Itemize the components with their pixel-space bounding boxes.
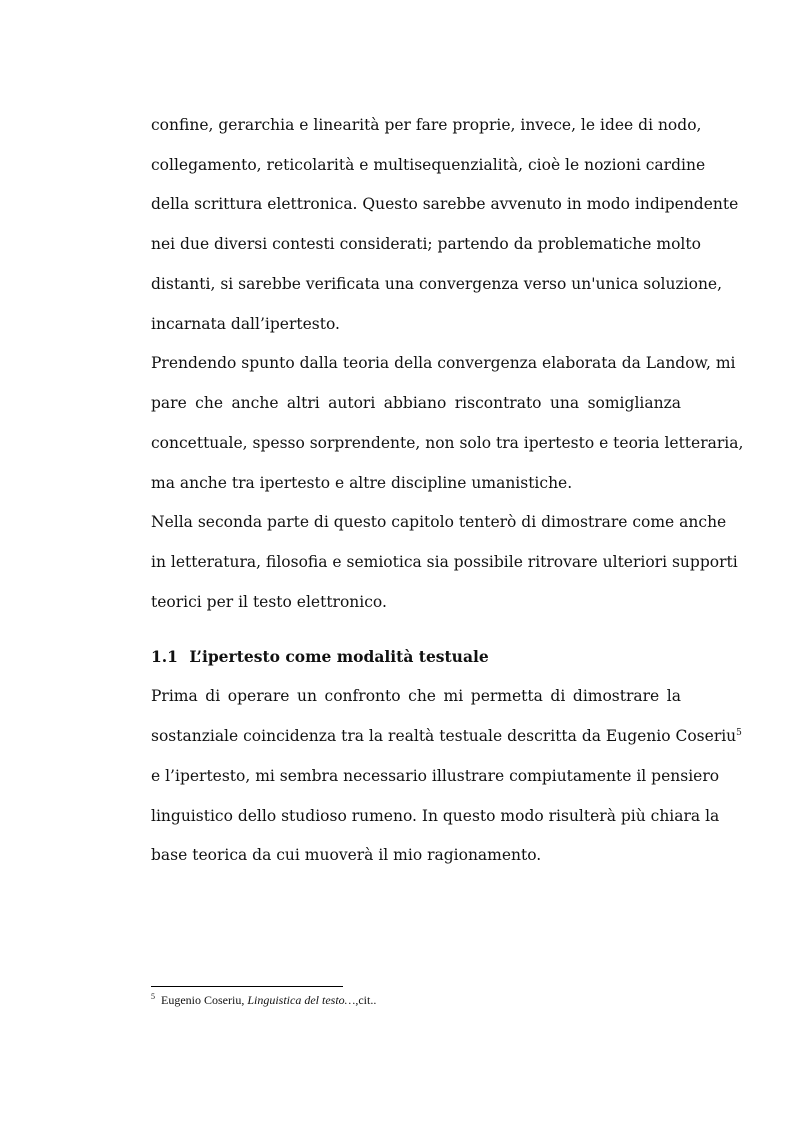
text-line: incarnata dall’ipertesto.	[151, 315, 340, 333]
text-line	[151, 726, 742, 746]
text-line-content: sostanziale coincidenza tra la realtà testuale descritta da Eugenio Coseriu	[151, 727, 737, 745]
text-line: Prima di operare un confronto che mi permetta di dimostrare la	[151, 687, 681, 705]
text-line: Nella seconda parte di questo capitolo tenterò di dimostrare come anche	[151, 513, 727, 531]
text-line: confine, gerarchia e linearità per fare proprie, invece, le idee di nodo,	[151, 116, 702, 134]
text-line: della scrittura elettronica. Questo sarebbe avvenuto in modo indipendente	[151, 195, 739, 213]
section-title: L’ipertesto come modalità testuale	[189, 647, 489, 666]
footnote	[151, 992, 376, 1008]
text-line: in letteratura, filosofia e semiotica sia possibile ritrovare ulteriori supporti	[151, 553, 738, 571]
text-line: e l’ipertesto, mi sembra necessario illustrare compiutamente il pensiero	[151, 767, 720, 785]
text-line: distanti, si sarebbe verificata una convergenza verso un'unica soluzione,	[151, 275, 723, 293]
footnote-number: 5	[151, 992, 155, 1001]
text-line: concettuale, spesso sorprendente, non solo tra ipertesto e teoria letteraria,	[151, 434, 744, 452]
text-line: ma anche tra ipertesto e altre discipline umanistiche.	[151, 474, 573, 492]
section-number: 1.1	[151, 647, 178, 666]
text-line: nei due diversi contesti considerati; partendo da problematiche molto	[151, 235, 701, 253]
text-line: pare che anche altri autori abbiano riscontrato una somiglianza	[151, 394, 681, 412]
footnote-separator	[151, 986, 343, 987]
text-line: Prendendo spunto dalla teoria della convergenza elaborata da Landow, mi	[151, 354, 736, 372]
section-heading	[151, 647, 489, 667]
footnote-reference[interactable]: 5	[736, 727, 742, 738]
text-line: linguistico dello studioso rumeno. In questo modo risulterà più chiara la	[151, 807, 720, 825]
footnote-author: Eugenio Coseriu,	[161, 993, 245, 1007]
footnote-title: Linguistica del testo…	[247, 993, 356, 1007]
footnote-suffix: ,cit..	[355, 993, 377, 1007]
text-line: base teorica da cui muoverà il mio ragionamento.	[151, 846, 542, 864]
text-line: teorici per il testo elettronico.	[151, 593, 387, 611]
text-line: collegamento, reticolarità e multisequenzialità, cioè le nozioni cardine	[151, 156, 706, 174]
